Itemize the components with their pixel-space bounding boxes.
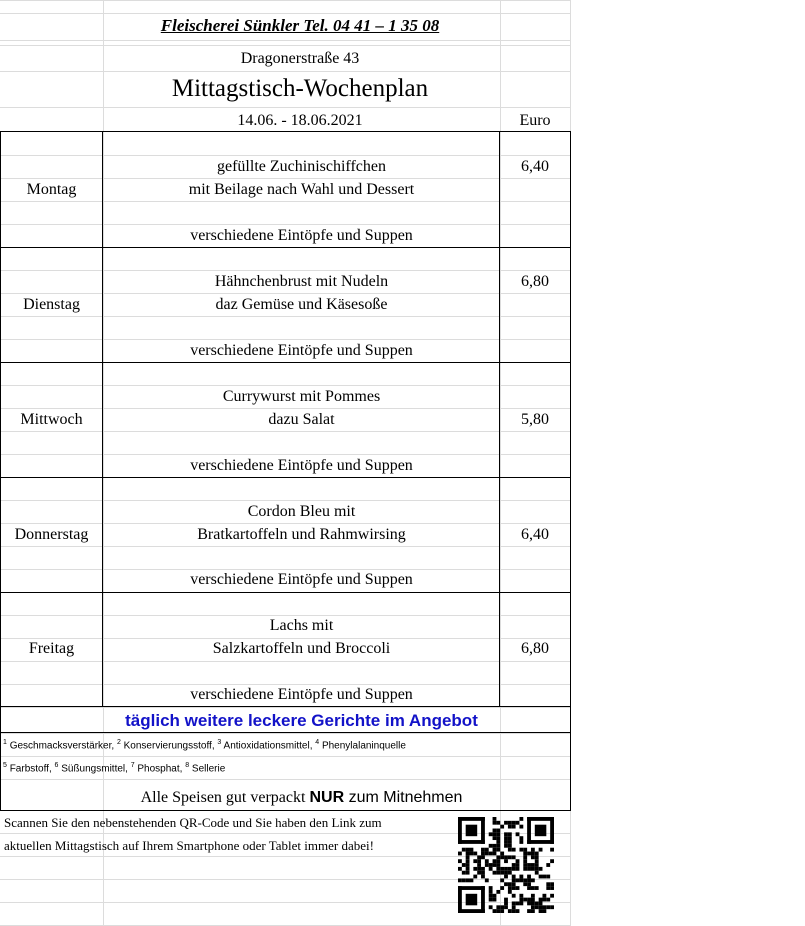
dish-line-2: mit Beilage nach Wahl und Dessert bbox=[188, 181, 415, 198]
soup-line: verschiedene Eintöpfe und Suppen bbox=[190, 342, 413, 359]
shop-title: Fleischerei Sünkler Tel. 04 41 – 1 35 08 bbox=[160, 16, 440, 35]
price: 6,40 bbox=[521, 526, 549, 543]
dish-line-1: Hähnchenbrust mit Nudeln bbox=[214, 273, 389, 290]
allergen-line-1: $^1$ Geschmacksverstärker, $^2$ Konservierungsstoff, $^3$ Antioxidationsmittel, $^4$ Phenylalaninquelle bbox=[3, 739, 406, 752]
price: 6,80 bbox=[521, 640, 549, 657]
promo-banner: täglich weitere leckere Gerichte im Angebot bbox=[125, 711, 478, 730]
plan-title: Mittagstisch-Wochenplan bbox=[171, 75, 429, 102]
dish-line-2: Salzkartoffeln und Broccoli bbox=[212, 640, 391, 657]
soup-line: verschiedene Eintöpfe und Suppen bbox=[190, 571, 413, 588]
day-label: Montag bbox=[26, 181, 77, 198]
currency-label: Euro bbox=[519, 112, 551, 129]
shop-address: Dragonerstraße 43 bbox=[240, 50, 360, 67]
dish-line-1: Currywurst mit Pommes bbox=[222, 388, 381, 405]
day-label: Freitag bbox=[28, 640, 75, 657]
dish-line-1: Lachs mit bbox=[269, 617, 334, 634]
price: 6,40 bbox=[521, 158, 549, 175]
dish-line-2: dazu Salat bbox=[268, 411, 335, 428]
date-range: 14.06. - 18.06.2021 bbox=[237, 112, 363, 129]
price: 5,80 bbox=[521, 411, 549, 428]
soup-line: verschiedene Eintöpfe und Suppen bbox=[190, 457, 413, 474]
dish-line-2: Bratkartoffeln und Rahmwirsing bbox=[197, 526, 406, 543]
soup-line: verschiedene Eintöpfe und Suppen bbox=[190, 686, 413, 703]
soup-line: verschiedene Eintöpfe und Suppen bbox=[190, 227, 413, 244]
day-label: Mittwoch bbox=[20, 411, 83, 428]
qr-instruction-line-2: aktuellen Mittagstisch auf Ihrem Smartphone oder Tablet immer dabei! bbox=[4, 838, 374, 853]
dish-line-1: Cordon Bleu mit bbox=[247, 503, 356, 520]
qr-instruction-line-1: Scannen Sie den nebenstehenden QR-Code und Sie haben den Link zum bbox=[4, 815, 382, 830]
dish-line-1: gefüllte Zuchinischiffchen bbox=[217, 158, 386, 175]
allergen-line-2: $^5$ Farbstoff, $^6$ Süßungsmittel, $^7$ Phosphat, $^8$ Sellerie bbox=[3, 762, 226, 775]
qr-code-icon bbox=[458, 817, 554, 913]
packaging-note: Alle Speisen gut verpackt NUR zum Mitnehmen bbox=[140, 789, 463, 806]
day-label: Dienstag bbox=[23, 296, 80, 313]
dish-line-2: daz Gemüse und Käsesoße bbox=[215, 296, 388, 313]
price: 6,80 bbox=[521, 273, 549, 290]
day-label: Donnerstag bbox=[14, 526, 89, 543]
